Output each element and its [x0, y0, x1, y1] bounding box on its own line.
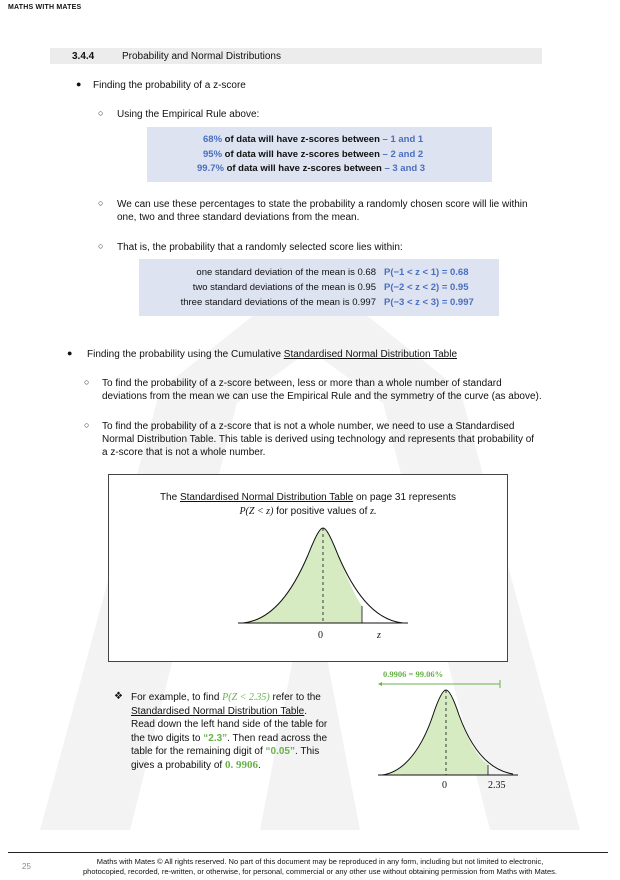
circle-bullet: ○: [98, 241, 104, 251]
bullet1-text: Finding the probability of a z-score: [93, 80, 246, 91]
example-label-235: 2.35: [488, 780, 506, 791]
header-brand: MATHS WITH MATES: [8, 4, 82, 11]
bullet1-sub2: We can use these percentages to state the probability a randomly chosen score will lie within one, two and three standard deviations from the mean.: [117, 199, 528, 223]
normal-curve-diagram: [238, 520, 408, 630]
prob-eq-1: P(−1 < z < 1) = 0.68: [384, 267, 469, 278]
figure-caption: The Standardised Normal Distribution Table on page 31 represents P(Z < z) for positive values of z.: [159, 492, 457, 517]
rule-line-3: 99.7% of data will have z-scores between – 3 and 3: [197, 163, 426, 174]
prob-text-2: two standard deviations of the mean is 0.95: [192, 282, 376, 293]
section-number: 3.4.4: [72, 51, 95, 62]
example-text: For example, to find P(Z < 2.35) refer to the Standardised Normal Distribution Table. Read down the left hand side of the table for the two digits to “2.3”. Then read across the table for the remaining digit of “0.05”. This gives a probability of 0. 9906.: [131, 692, 328, 771]
prob-text-3: three standard deviations of the mean is 0.997: [180, 297, 376, 308]
rule-line-2: 95% of data will have z-scores between – 2 and 2: [203, 149, 424, 160]
section-title: Probability and Normal Distributions: [122, 51, 281, 62]
page-number: 25: [22, 862, 31, 871]
probability-label: 0.9906 = 99.06%: [383, 669, 444, 679]
bullet1-sub3: That is, the probability that a randomly selected score lies within:: [117, 242, 403, 253]
prob-text-1: one standard deviation of the mean is 0.68: [196, 267, 376, 278]
circle-bullet: ○: [84, 420, 90, 430]
footer-rule: [8, 852, 608, 853]
footer-copyright: Maths with Mates © All rights reserved. No part of this document may be reproduced in any form, including but not limited to electronic, photocopied, recorded, re-written, or otherwise, for personal, commercial or any other use without obtaining permission from Maths with Mates.: [83, 857, 557, 876]
diamond-bullet: ❖: [114, 691, 123, 702]
bullet1-sub1: Using the Empirical Rule above:: [117, 109, 260, 120]
axis-label-zero: 0: [318, 630, 323, 641]
prob-eq-3: P(−3 < z < 3) = 0.997: [384, 297, 474, 308]
example-normal-curve: [378, 680, 528, 780]
example-label-zero: 0: [442, 780, 447, 791]
bullet-dot: ●: [67, 348, 73, 358]
bullet2-sub2: To find the probability of a z-score that is not a whole number, we need to use a Standardised Normal Distribution Table. This table is derived using technology and represents that probability of a z-score that is not a whole number.: [102, 421, 535, 458]
circle-bullet: ○: [98, 108, 104, 118]
circle-bullet: ○: [84, 377, 90, 387]
prob-eq-2: P(−2 < z < 2) = 0.95: [384, 282, 469, 293]
bullet2-text: Finding the probability using the Cumulative Standardised Normal Distribution Table: [87, 349, 458, 360]
bullet-dot: ●: [76, 79, 82, 89]
table-link[interactable]: Standardised Normal Distribution Table: [283, 349, 458, 360]
rule-line-1: 68% of data will have z-scores between – 1 and 1: [203, 134, 424, 145]
axis-label-z: z: [377, 630, 381, 641]
circle-bullet: ○: [98, 198, 104, 208]
bullet2-sub1: To find the probability of a z-score between, less or more than a whole number of standard deviations from the mean we can use the Empirical Rule and the symmetry of the curve (as above).: [102, 378, 542, 402]
